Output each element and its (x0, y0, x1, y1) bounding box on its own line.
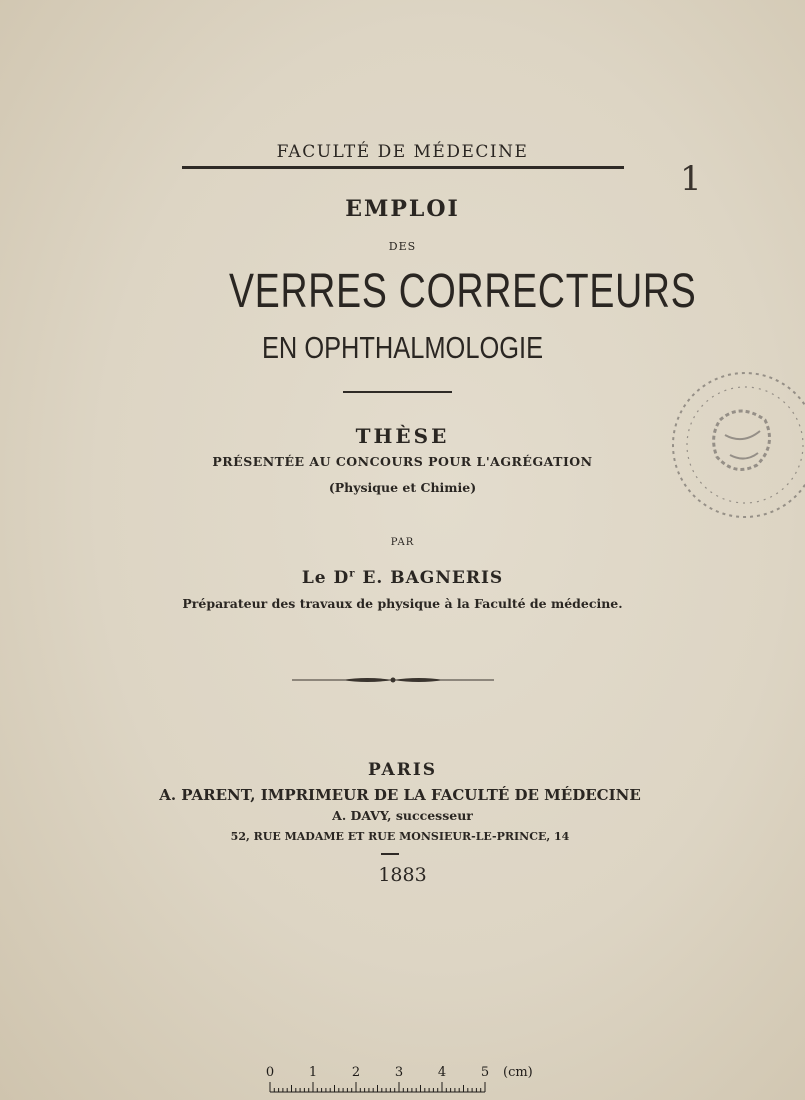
faculty-heading: FACULTÉ DE MÉDECINE (276, 142, 529, 162)
scale-tick-4: 4 (437, 1065, 447, 1080)
successor-line: A. DAVY, successeur (332, 808, 473, 823)
scale-tick-1: 1 (308, 1065, 318, 1080)
scale-tick-2: 2 (351, 1065, 361, 1080)
ornament-divider (292, 674, 494, 686)
these-heading: THÈSE (355, 424, 450, 448)
scale-unit: (cm) (503, 1065, 533, 1080)
small-rule (381, 853, 399, 855)
presentee-line: PRÉSENTÉE AU CONCOURS POUR L'AGRÉGATION (212, 454, 593, 469)
scale-bar (262, 1062, 542, 1096)
title-des: DES (388, 240, 417, 253)
author-prefix: Le D (301, 568, 350, 588)
title-emploi: EMPLOI (345, 196, 460, 222)
main-title: VERRES CORRECTEURS (228, 265, 697, 318)
city-name: PARIS (367, 760, 438, 780)
page-number-mark (672, 150, 702, 199)
scale-tick-0: 0 (265, 1065, 275, 1080)
top-rule (182, 166, 624, 169)
author-name: E. BAGNERIS (362, 568, 504, 588)
middle-rule (343, 391, 452, 393)
sub-title: EN OPHTHALMOLOGIE (261, 330, 544, 365)
library-stamp-icon (665, 345, 805, 540)
author-position: Préparateur des travaux de physique à la Faculté de médecine. (182, 596, 623, 611)
scale-tick-3: 3 (394, 1065, 404, 1080)
author-sup: r (349, 568, 356, 580)
page-number-text: 1 (680, 159, 702, 199)
discipline-line: (Physique et Chimie) (328, 480, 477, 495)
scale-tick-5: 5 (480, 1065, 490, 1080)
scale-ruler (270, 1082, 485, 1092)
printer-address: 52, RUE MADAME ET RUE MONSIEUR-LE-PRINCE, 14 (230, 830, 570, 843)
printer-line: A. PARENT, IMPRIMEUR DE LA FACULTÉ DE MÉDECINE (159, 786, 641, 804)
publication-year: 1883 (378, 864, 427, 886)
author-line (180, 568, 625, 588)
par-label: PAR (390, 537, 415, 548)
